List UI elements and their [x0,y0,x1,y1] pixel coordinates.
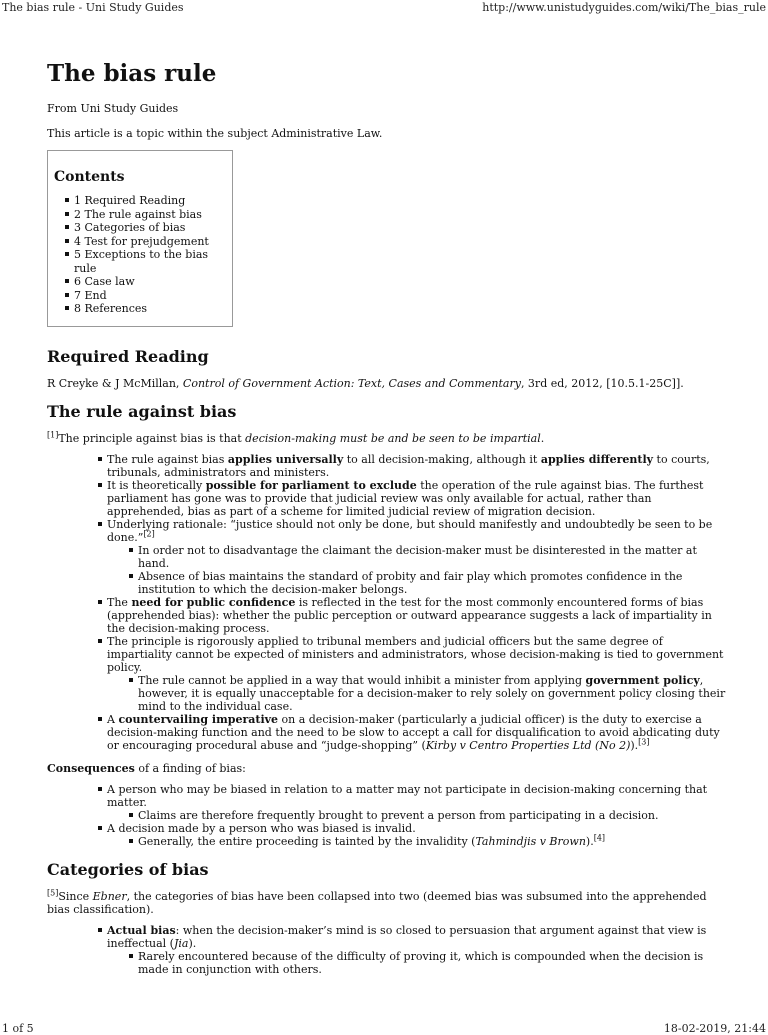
list-item: The rule against bias applies universally to all decision-making, although it applies differently to courts, tribunals, administrators and ministers. [107,453,727,479]
footnote-ref[interactable]: [4] [593,832,606,842]
sub-list [107,950,727,976]
emphasis: decision-making must be and be seen to be impartial [245,431,541,445]
list-item: It is theoretically possible for parliament to exclude the operation of the rule against bias. The furthest parliament has gone was to provide that judicial review was only available for actual, rather than apprehended, bias as part of a scheme for limited judicial review of migration decision. [107,479,727,518]
heading-required-reading: Required Reading [47,346,209,366]
heading-categories-of-bias: Categories of bias [47,859,209,879]
list-item: A person who may be biased in relation to a matter may not participate in decision-making concerning that matter. Claims are therefore frequently brought to prevent a person from participating in a decision. [107,783,727,822]
toc-item[interactable]: 8 References [74,302,224,316]
toc-item[interactable]: 6 Case law [74,275,224,289]
categories-paragraph: [5]Since Ebner, the categories of bias have been collapsed into two (deemed bias was subsumed into the apprehended bias classification). [47,887,707,916]
toc-item[interactable]: 5 Exceptions to the bias rule [74,248,224,275]
rule-bullets [47,453,727,752]
list-item: The principle is rigorously applied to tribunal members and judicial officers but the same degree of impartiality cannot be expected of ministers and administrators, whose decision-making is tied to government policy. The rule cannot be applied in a way that would inhibit a minister from applying government policy, however, it is equally unacceptable for a decision-maker to rely solely on government policy closing their mind to the individual case. [107,634,726,713]
sub-list [107,544,727,596]
citation-text: , 3rd ed, 2012, [10.5.1-25C]]. [520,376,684,390]
citation-text: R Creyke & J McMillan, [47,376,183,390]
page-title: The bias rule [47,60,217,87]
sub-list [107,809,727,822]
citation-title: Control of Government Action: Text, Cases and Commentary [182,376,521,390]
toc-item[interactable]: 3 Categories of bias [74,221,224,235]
list-item: The need for public confidence is reflected in the test for the most commonly encountered forms of bias (apprehended bias): whether the public perception or outward appearance suggests a lack of impartiality in the decision-making process. [107,596,727,635]
list-item: Generally, the entire proceeding is tainted by the invalidity (Tahmindjis v Brown).[4] [138,835,727,848]
consequences-intro: Consequences of a finding of bias: [47,761,246,775]
toc-list [54,194,224,316]
article [47,60,727,986]
toc-title: Contents [54,169,125,185]
list-item: In order not to disadvantage the claimant the decision-maker must be disinterested in the matter at hand. [138,544,727,570]
list-item: Claims are therefore frequently brought to prevent a person from participating in a decision. [138,809,727,822]
heading-rule-against-bias: The rule against bias [47,401,237,421]
categories-list [47,924,727,976]
page-url: http://www.unistudyguides.com/wiki/The_bias_rule [482,1,766,14]
list-item: Actual bias: when the decision-maker’s mind is so closed to persuasion that argument against that view is ineffectual (Jia). Rarely encountered because of the difficulty of proving it, which is compounded when the decision is made in conjunction with others. [107,924,727,976]
source-line: From Uni Study Guides [47,102,179,115]
text: . [540,431,545,445]
toc-item[interactable]: 4 Test for prejudgement [74,235,224,249]
intro-text: This article is a topic within the subject Administrative Law. [47,127,383,140]
footnote-ref[interactable]: [3] [638,736,650,746]
toc-item[interactable]: 1 Required Reading [74,194,224,208]
list-item: A countervailing imperative on a decision-maker (particularly a judicial officer) is the duty to exercise a decision-making function and the need to be slow to accept a call for disqualification to avoid abdicating duty or encouraging procedural abuse and “judge-shopping” (Kirby v Centro Properties Ltd (No 2)).[3] [107,713,727,752]
list-item: Rarely encountered because of the difficulty of proving it, which is compounded when the decision is made in conjunction with others. [138,950,727,976]
reading-citation [47,377,727,390]
table-of-contents [47,150,233,327]
page-title-header: The bias rule - Uni Study Guides [2,1,184,14]
print-timestamp: 18-02-2019, 21:44 [663,1022,766,1035]
list-item: A decision made by a person who was biased is invalid. Generally, the entire proceeding is tainted by the invalidity (Tahmindjis v Brown).[4] [107,822,727,848]
toc-item[interactable]: 7 End [74,289,224,303]
page-count: 1 of 5 [2,1022,34,1035]
consequences-list [47,783,727,848]
footnote-ref[interactable]: [5] [47,887,59,897]
footnote-ref[interactable]: [1] [47,429,59,439]
principle-paragraph [47,429,727,445]
text: The principle against bias is that [58,431,246,445]
footnote-ref[interactable]: [2] [143,528,155,538]
list-item: The rule cannot be applied in a way that would inhibit a minister from applying government policy, however, it is equally unacceptable for a decision-maker to rely solely on government policy closing their mind to the individual case. [138,673,726,713]
list-item: Underlying rationale: “justice should not only be done, but should manifestly and undoubtedly be seen to be done.”[2] In order not to disadvantage the claimant the decision-maker must be disinterested in the matter at hand. Absence of bias maintains the standard of probity and fair play which promotes confidence in the institution to which the decision-maker belongs. [107,518,727,596]
sub-list [107,674,727,713]
toc-item[interactable]: 2 The rule against bias [74,208,224,222]
list-item: Absence of bias maintains the standard of probity and fair play which promotes confidence in the institution to which the decision-maker belongs. [138,570,727,596]
